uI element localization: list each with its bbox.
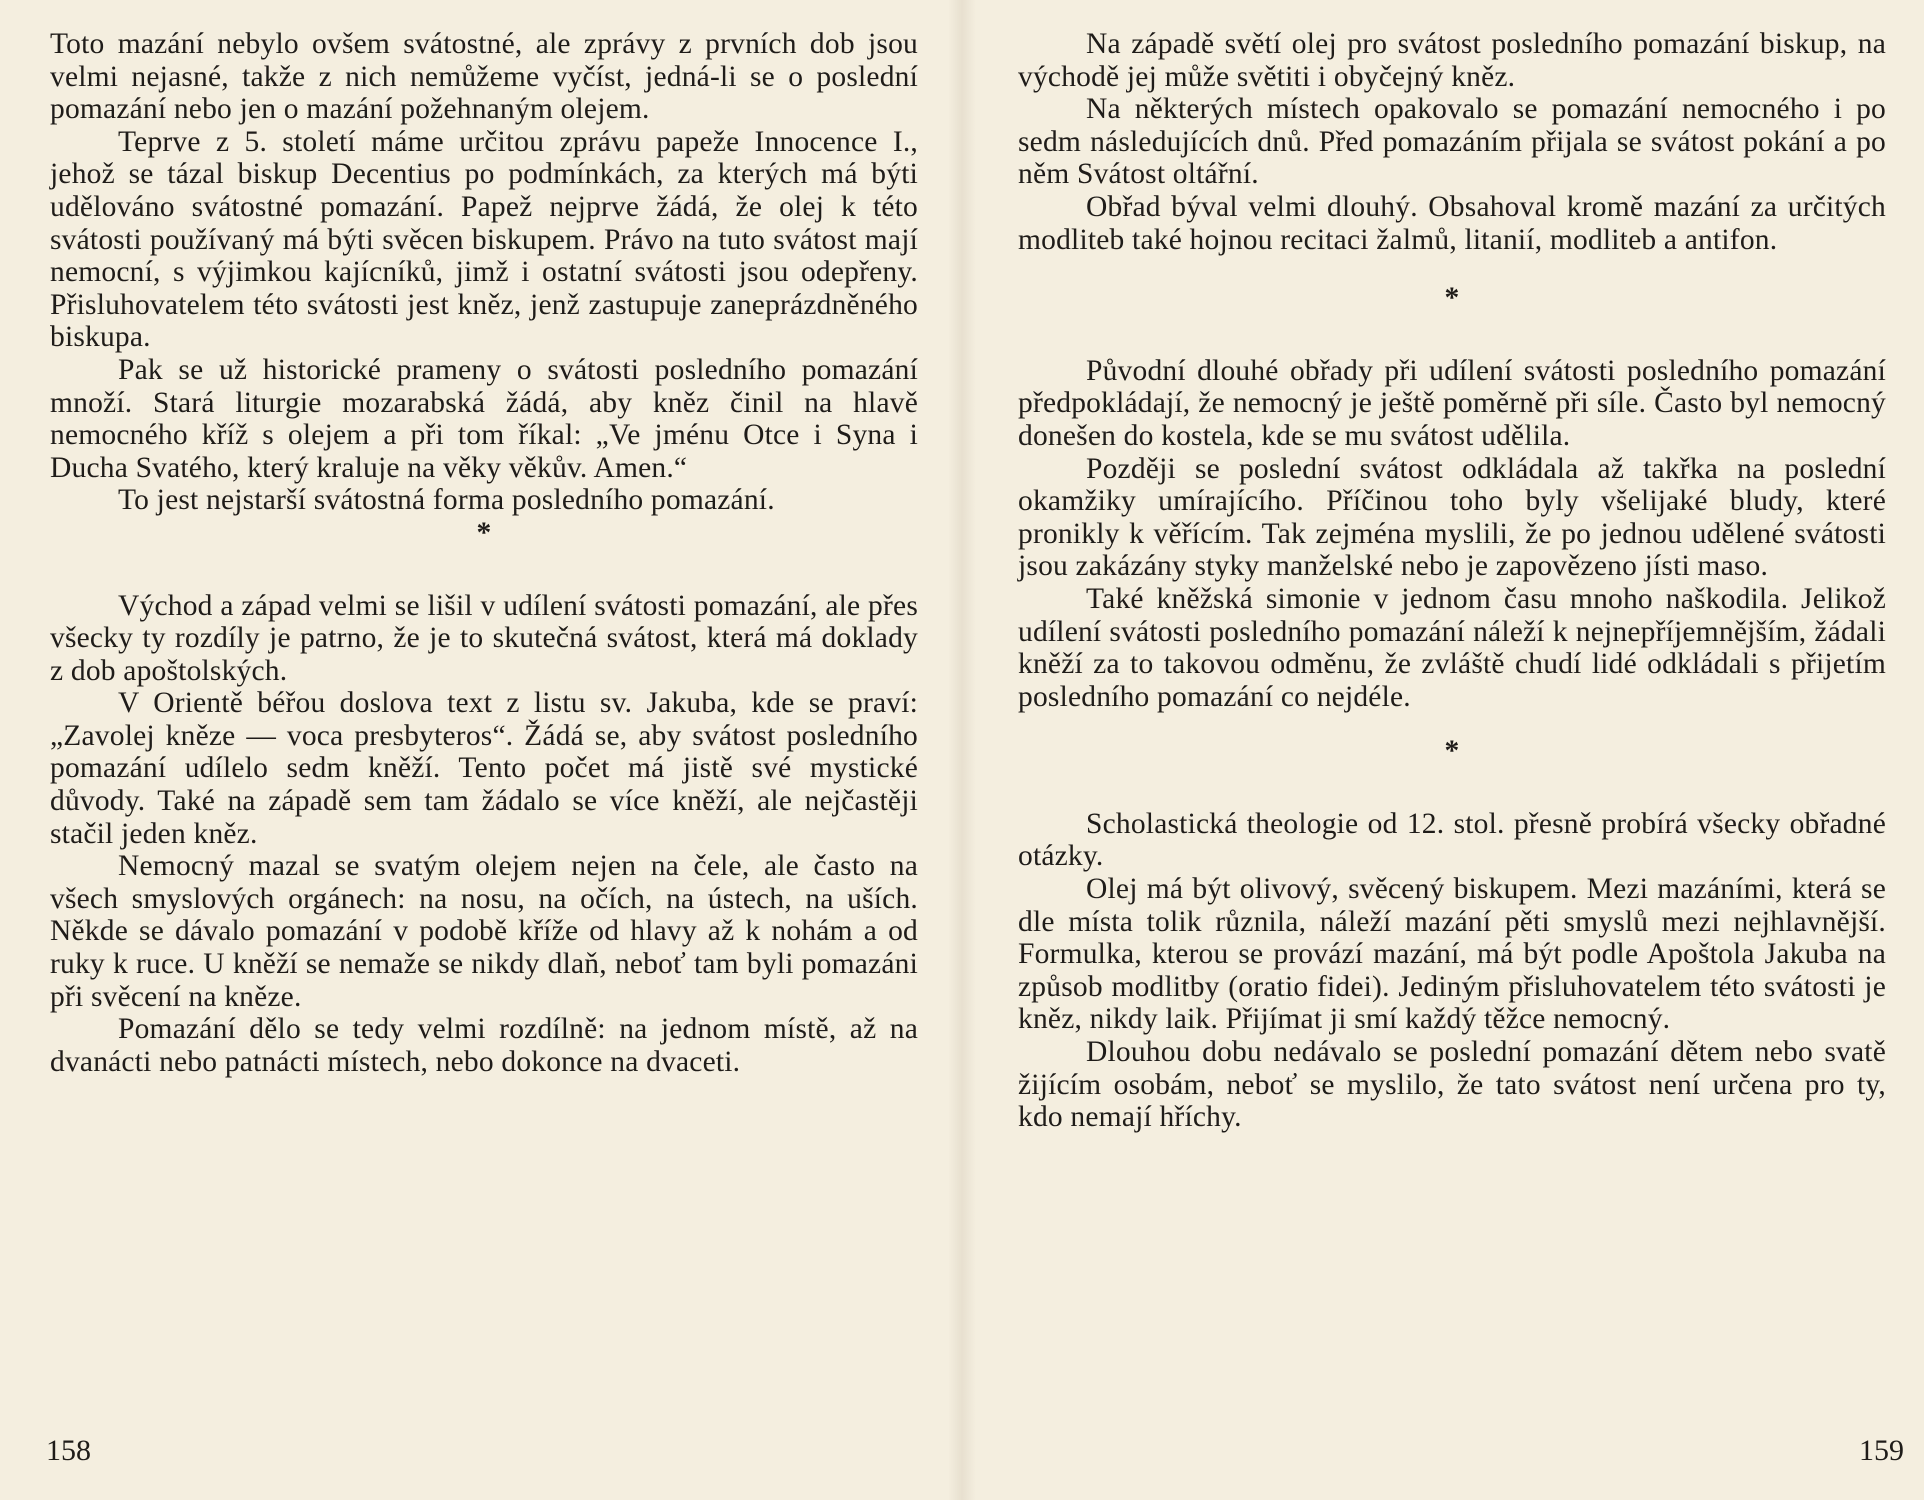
paragraph: Nemocný mazal se svatým olejem nejen na čele, ale často na všech smyslových orgánech: na nosu, na očích, na ústech, na uších. Někde se dávalo pomazání v podobě kříže od hlavy až k nohám a od ruky k ruce. U kněží se nemaže se nikdy dlaň, neboť tam byli pomazáni při svěcení na kněze. [50,850,918,1013]
paragraph: Olej má být olivový, svěcený biskupem. Mezi mazáními, která se dle místa tolik různila, náleží mazání pěti smyslů mezi nejhlavnější. Formulka, kterou se provází mazání, má být podle Apoštola Jakuba na způsob modlitby (oratio fidei). Jediným přisluhovatelem této svátosti je kněz, nikdy laik. Přijímat ji smí každý těžce nemocný. [1018,873,1886,1036]
paragraph: Později se poslední svátost odkládala až takřka na poslední okamžiky umírajícího. Příčinou toho byly všelijaké bludy, které pronikly k věřícím. Tak zejména myslili, že po jednou udělené svátosti jsou zakázány styky manželské nebo je zapovězeno jísti maso. [1018,452,1886,583]
paragraph: Původní dlouhé obřady při udílení svátosti posledního pomazání předpokládají, že nemocný je ještě poměrně při síle. Často byl nemocný donešen do kostela, kde se mu svátost udělila. [1018,354,1886,452]
paragraph: Pak se už historické prameny o svátosti posledního pomazání množí. Stará liturgie mozarabská žádá, aby kněz činil na hlavě nemocného kříž s olejem a při tom říkal: „Ve jménu Otce i Syna i Ducha Svatého, který kraluje na věky věkův. Amen.“ [50,353,918,484]
paragraph: Na západě světí olej pro svátost posledního pomazání biskup, na východě jej může světiti i obyčejný kněz. [1018,28,1886,93]
page-number: 158 [46,1434,91,1467]
section-separator: * [476,516,492,549]
page-number: 159 [1859,1434,1904,1467]
left-page-text [50,28,918,1078]
paragraph: V Orientě béřou doslova text z listu sv. Jakuba, kde se praví: „Zavolej kněze — voca presbyteros“. Žádá se, aby svátost posledního pomazání udílelo sedm kněží. Tento počet má jistě své mystické důvody. Také na západě sem tam žádalo se více kněží, ale nejčastěji stačil jeden kněz. [50,687,918,850]
section-separator: * [1444,282,1460,315]
paragraph: Východ a západ velmi se lišil v udílení svátosti pomazání, ale přes všecky ty rozdíly je patrno, že je to skutečná svátost, která má doklady z dob apoštolských. [50,589,918,687]
section-separator: * [1444,735,1460,768]
paragraph: Na některých místech opakovalo se pomazání nemocného i po sedm následujících dnů. Před pomazáním přijala se svátost pokání a po něm Svátost oltářní. [1018,93,1886,191]
paragraph: Teprve z 5. století máme určitou zprávu papeže Innocence I., jehož se tázal biskup Decentius po podmínkách, za kterých má býti udělováno svátostné pomazání. Papež nejprve žádá, že olej k této svátosti používaný má býti svěcen biskupem. Právo na tuto svátost mají nemocní, s výjimkou kajícníků, jimž i ostatní svátosti jsou odepřeny. Přisluhovatelem této svátosti jest kněz, jenž zastupuje zaneprázdněného biskupa. [50,125,918,354]
right-page [962,0,1924,1500]
paragraph: Dlouhou dobu nedávalo se poslední pomazání dětem nebo svatě žijícím osobám, neboť se myslilo, že tato svátost není určena pro ty, kdo nemají hříchy. [1018,1036,1886,1134]
paragraph: Scholastická theologie od 12. stol. přesně probírá všecky obřadné otázky. [1018,807,1886,873]
right-page-text [1018,28,1886,1134]
paragraph: Toto mazání nebylo ovšem svátostné, ale zprávy z prvních dob jsou velmi nejasné, takže z nich nemůžeme vyčíst, jedná-li se o poslední pomazání nebo jen o mazání požehnaným olejem. [50,28,918,126]
paragraph: Obřad býval velmi dlouhý. Obsahoval kromě mazání za určitých modliteb také hojnou recitaci žalmů, litanií, modliteb a antifon. [1018,190,1886,256]
paragraph: Pomazání dělo se tedy velmi rozdílně: na jednom místě, až na dvanácti nebo patnácti místech, nebo dokonce na dvaceti. [50,1013,918,1078]
paragraph: To jest nejstarší svátostná forma posledního pomazání. [118,484,775,517]
paragraph: Také kněžská simonie v jednom času mnoho naškodila. Jelikož udílení svátosti posledního pomazání náleží k nejnepříjemnějším, žádali kněží za to takovou odměnu, že zvláště chudí lidé odkládali s přijetím posledního pomazání co nejdéle. [1018,582,1886,713]
